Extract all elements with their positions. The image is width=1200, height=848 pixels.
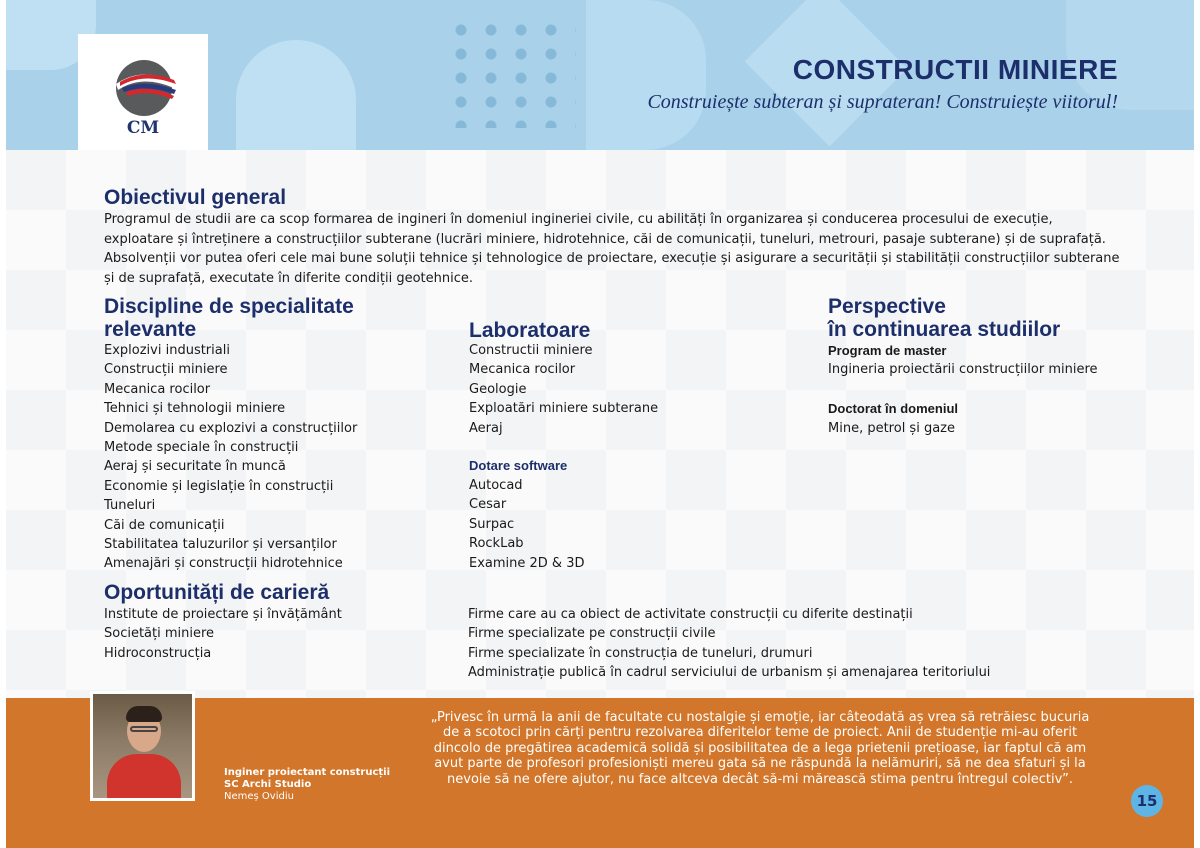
list-item: Societăți miniere (104, 626, 215, 642)
list-item: Construcții miniere (104, 362, 228, 378)
list-item: Metode speciale în construcții (104, 440, 299, 456)
perspectives-heading (828, 295, 1060, 341)
phd-item: Mine, petrol și gaze (828, 421, 955, 436)
list-item: Mecanica rocilor (104, 381, 211, 397)
list-item: Demolarea cu explozivi a construcțiilor (104, 420, 358, 436)
list-item: Exploatări miniere subterane (469, 401, 659, 417)
list-item: Economie și legislație în construcții (104, 478, 334, 494)
list-item: Geologie (469, 381, 527, 397)
testimonial-caption (224, 767, 390, 803)
careers-heading: Oportunități de carieră (104, 581, 330, 604)
logo-icon (112, 56, 176, 120)
objective-heading: Obiectivul general (104, 186, 287, 209)
disciplines-heading (104, 295, 354, 341)
list-item: Stabilitatea taluzurilor și versanților (104, 537, 337, 553)
decorative-shape (236, 40, 356, 150)
disciplines-list (104, 341, 357, 574)
list-item: Aeraj (469, 420, 503, 436)
testimonial-photo (90, 691, 195, 801)
list-item: Firme specializate pe construcții civile (468, 626, 716, 642)
list-item: Institute de proiectare și învățământ (104, 607, 342, 622)
list-item: Mecanica rocilor (469, 362, 576, 378)
careers-list-right (468, 605, 990, 683)
master-item: Ingineria proiectării construcțiilor miniere (828, 362, 1098, 377)
testimonial-company: SC Archi Studio (224, 779, 312, 790)
list-item: Căi de comunicații (104, 517, 225, 533)
decorative-shape (586, 0, 706, 150)
page-subtitle: Construiește subteran și suprateran! Construiește viitorul! (647, 91, 1118, 113)
testimonial-quote: „Privesc în urmă la anii de facultate cu nostalgie și emoție, iar câteodată aș vrea să retrăiesc bucuria de a scotoci prin cărți pentru rezolvarea diferitelor teme de proiect. Anii de studenție mi-au oferit dincolo de pregătirea academică solidă și posibilitatea de a lega prietenii prețioase, iar faptul că am avut parte de profesori profesioniști mereu gata să ne răspundă la nelămuriri, să ne dea sfaturi și la nevoie să ne ofere ajutor, nu face altceva decât să-mi mărească stima pentru întregul colectiv”. (430, 710, 1090, 787)
perspectives-heading-line1: Perspective (828, 295, 946, 318)
list-item: Surpac (469, 516, 515, 532)
list-item: Firme specializate în construcția de tuneluri, drumuri (468, 645, 813, 661)
list-item: RockLab (469, 536, 524, 552)
list-item: Explozivi industriali (104, 343, 230, 358)
careers-list-left (104, 605, 342, 663)
perspectives-heading-line2: în continuarea studiilor (828, 318, 1061, 341)
list-item: Firme care au ca obiect de activitate construcții cu diferite destinații (468, 607, 913, 622)
page-number: 15 (1131, 785, 1163, 817)
software-heading: Dotare software (469, 458, 568, 473)
disciplines-heading-line2: relevante (104, 318, 197, 341)
master-heading: Program de master (828, 343, 947, 358)
page-title: CONSTRUCTII MINIERE (792, 54, 1118, 85)
decorative-dot-grid (446, 18, 576, 128)
list-item: Autocad (469, 478, 523, 493)
testimonial-role: Inginer proiectant construcții (224, 767, 391, 778)
list-item: Tuneluri (104, 498, 156, 514)
list-item: Constructii miniere (469, 343, 593, 358)
disciplines-heading-line1: Discipline de specialitate (104, 295, 354, 318)
labs-list (469, 341, 658, 438)
objective-text: Programul de studii are ca scop formarea de ingineri în domeniul ingineriei civile, cu abilități în organizarea și conducerea procesului de execuție, exploatare și întreținere a construcțiilor subterane (lucrări miniere, hidrotehnice, căi de comunicații, tuneluri, metrouri, pasaje subterane) și de suprafață. Absolvenții vor putea oferi cele mai bune soluții tehnice și tehnologice de proiectare, execuție și asigurare a securității și stabilității construcțiilor subterane și de suprafață, executate în diferite condiții geotehnice. (104, 212, 1120, 286)
logo (78, 34, 208, 150)
phd-heading: Doctorat în domeniul (828, 401, 958, 416)
labs-heading: Laboratoare (469, 319, 591, 342)
list-item: Tehnici și tehnologii miniere (104, 401, 286, 417)
list-item: Examine 2D & 3D (469, 555, 585, 571)
testimonial-name: Nemeș Ovidiu (224, 791, 294, 802)
list-item: Hidroconstrucția (104, 645, 212, 661)
list-item: Amenajări și construcții hidrotehnice (104, 556, 343, 572)
list-item: Cesar (469, 497, 507, 513)
list-item: Administrație publică în cadrul serviciului de urbanism și amenajarea teritoriului (468, 665, 991, 681)
software-list (469, 476, 584, 573)
logo-text: CM (126, 118, 160, 138)
list-item: Aeraj și securitate în muncă (104, 459, 286, 475)
